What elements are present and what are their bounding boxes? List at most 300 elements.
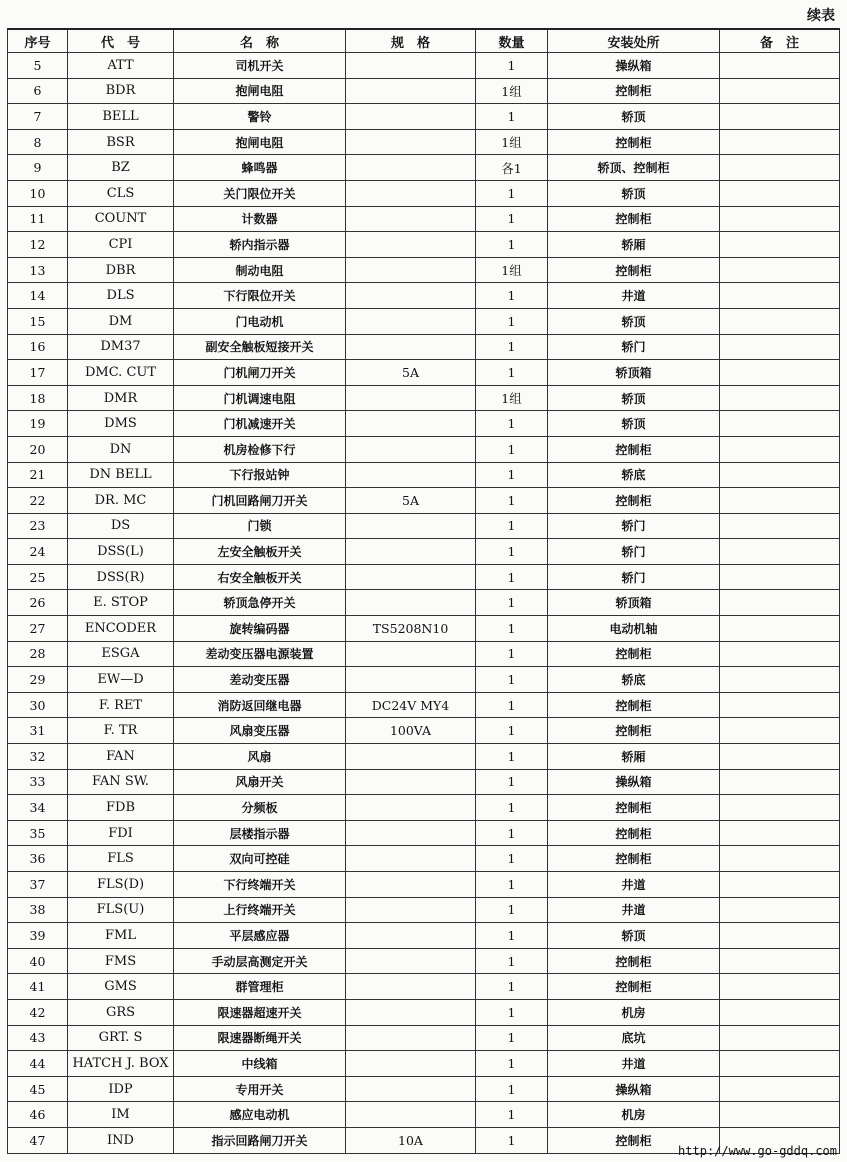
cell-quantity: 1 (476, 667, 548, 693)
cell-code: ESGA (68, 641, 174, 667)
table-row (8, 692, 840, 718)
table-row (8, 564, 840, 590)
cell-remarks (720, 513, 840, 539)
table-row (8, 334, 840, 360)
cell-remarks (720, 974, 840, 1000)
cell-spec (346, 539, 476, 565)
cell-quantity: 1 (476, 744, 548, 770)
cell-quantity: 1 (476, 539, 548, 565)
cell-remarks (720, 744, 840, 770)
cell-index: 41 (8, 974, 68, 1000)
cell-name: 右安全触板开关 (174, 564, 346, 590)
table-row (8, 232, 840, 258)
table-row (8, 283, 840, 309)
cell-remarks (720, 1051, 840, 1077)
table-row (8, 616, 840, 642)
cell-code: GMS (68, 974, 174, 1000)
cell-index: 36 (8, 846, 68, 872)
cell-name: 门机减速开关 (174, 411, 346, 437)
cell-quantity: 1 (476, 846, 548, 872)
cell-name: 警铃 (174, 104, 346, 130)
cell-location: 控制柜 (548, 718, 720, 744)
cell-index: 31 (8, 718, 68, 744)
table-row (8, 923, 840, 949)
cell-index: 5 (8, 53, 68, 79)
cell-name: 门机回路闸刀开关 (174, 488, 346, 514)
cell-code: IDP (68, 1076, 174, 1102)
cell-remarks (720, 1102, 840, 1128)
cell-location: 井道 (548, 1051, 720, 1077)
cell-spec (346, 564, 476, 590)
cell-spec (346, 667, 476, 693)
cell-index: 27 (8, 616, 68, 642)
cell-remarks (720, 846, 840, 872)
cell-index: 39 (8, 923, 68, 949)
cell-location: 轿顶 (548, 308, 720, 334)
continued-label: 续表 (807, 8, 835, 24)
table-row (8, 206, 840, 232)
cell-code: F. TR (68, 718, 174, 744)
cell-spec (346, 744, 476, 770)
cell-name: 专用开关 (174, 1076, 346, 1102)
table-row (8, 1051, 840, 1077)
cell-spec (346, 923, 476, 949)
cell-code: FMS (68, 948, 174, 974)
cell-quantity: 各1 (476, 155, 548, 181)
cell-code: CPI (68, 232, 174, 258)
cell-spec (346, 897, 476, 923)
cell-location: 底坑 (548, 1025, 720, 1051)
table-row (8, 462, 840, 488)
cell-location: 控制柜 (548, 129, 720, 155)
cell-name: 司机开关 (174, 53, 346, 79)
cell-name: 下行报站钟 (174, 462, 346, 488)
cell-location: 操纵箱 (548, 1076, 720, 1102)
cell-name: 关门限位开关 (174, 180, 346, 206)
cell-index: 22 (8, 488, 68, 514)
cell-code: DN (68, 436, 174, 462)
cell-spec (346, 180, 476, 206)
cell-code: DM (68, 308, 174, 334)
cell-name: 指示回路闸刀开关 (174, 1127, 346, 1153)
cell-name: 分频板 (174, 795, 346, 821)
cell-spec (346, 308, 476, 334)
cell-name: 风扇开关 (174, 769, 346, 795)
cell-index: 26 (8, 590, 68, 616)
cell-name: 轿内指示器 (174, 232, 346, 258)
cell-index: 11 (8, 206, 68, 232)
cell-location: 轿顶 (548, 411, 720, 437)
table-row (8, 257, 840, 283)
cell-name: 机房检修下行 (174, 436, 346, 462)
cell-name: 抱闸电阻 (174, 78, 346, 104)
cell-quantity: 1 (476, 795, 548, 821)
cell-index: 7 (8, 104, 68, 130)
cell-code: FDB (68, 795, 174, 821)
cell-remarks (720, 820, 840, 846)
cell-quantity: 1 (476, 923, 548, 949)
cell-index: 12 (8, 232, 68, 258)
header-spec: 规 格 (346, 29, 476, 53)
cell-spec: DC24V MY4 (346, 692, 476, 718)
cell-code: IND (68, 1127, 174, 1153)
cell-location: 轿顶箱 (548, 360, 720, 386)
cell-spec (346, 78, 476, 104)
cell-spec (346, 1076, 476, 1102)
cell-index: 44 (8, 1051, 68, 1077)
cell-code: GRS (68, 999, 174, 1025)
cell-index: 29 (8, 667, 68, 693)
cell-index: 18 (8, 385, 68, 411)
table-row (8, 513, 840, 539)
cell-remarks (720, 334, 840, 360)
cell-quantity: 1 (476, 1102, 548, 1128)
cell-remarks (720, 872, 840, 898)
cell-spec (346, 1102, 476, 1128)
cell-remarks (720, 769, 840, 795)
cell-spec: TS5208N10 (346, 616, 476, 642)
cell-code: GRT. S (68, 1025, 174, 1051)
cell-quantity: 1 (476, 616, 548, 642)
cell-remarks (720, 206, 840, 232)
cell-index: 37 (8, 872, 68, 898)
cell-remarks (720, 1025, 840, 1051)
cell-remarks (720, 155, 840, 181)
cell-remarks (720, 897, 840, 923)
cell-index: 43 (8, 1025, 68, 1051)
cell-index: 8 (8, 129, 68, 155)
cell-spec (346, 129, 476, 155)
cell-name: 双向可控硅 (174, 846, 346, 872)
cell-spec: 100VA (346, 718, 476, 744)
cell-remarks (720, 948, 840, 974)
cell-location: 轿顶、控制柜 (548, 155, 720, 181)
cell-code: BDR (68, 78, 174, 104)
cell-quantity: 1 (476, 769, 548, 795)
cell-name: 限速器断绳开关 (174, 1025, 346, 1051)
cell-code: IM (68, 1102, 174, 1128)
cell-location: 控制柜 (548, 641, 720, 667)
cell-spec (346, 999, 476, 1025)
table-row (8, 948, 840, 974)
cell-quantity: 1 (476, 999, 548, 1025)
cell-code: ENCODER (68, 616, 174, 642)
cell-quantity: 1 (476, 180, 548, 206)
cell-remarks (720, 564, 840, 590)
cell-index: 42 (8, 999, 68, 1025)
cell-location: 轿顶 (548, 180, 720, 206)
cell-spec (346, 462, 476, 488)
cell-remarks (720, 999, 840, 1025)
table-row (8, 667, 840, 693)
cell-location: 轿底 (548, 462, 720, 488)
cell-name: 手动层高测定开关 (174, 948, 346, 974)
cell-index: 25 (8, 564, 68, 590)
cell-location: 轿门 (548, 334, 720, 360)
cell-quantity: 1 (476, 641, 548, 667)
cell-location: 操纵箱 (548, 53, 720, 79)
cell-quantity: 1 (476, 206, 548, 232)
cell-location: 机房 (548, 1102, 720, 1128)
cell-location: 机房 (548, 999, 720, 1025)
cell-location: 控制柜 (548, 948, 720, 974)
cell-name: 门机闸刀开关 (174, 360, 346, 386)
cell-spec (346, 795, 476, 821)
cell-index: 34 (8, 795, 68, 821)
cell-location: 控制柜 (548, 206, 720, 232)
cell-remarks (720, 436, 840, 462)
cell-quantity: 1 (476, 104, 548, 130)
cell-remarks (720, 360, 840, 386)
cell-quantity: 1 (476, 1127, 548, 1153)
table-row (8, 1102, 840, 1128)
table-row (8, 78, 840, 104)
cell-name: 副安全触板短接开关 (174, 334, 346, 360)
cell-code: BZ (68, 155, 174, 181)
cell-code: DN BELL (68, 462, 174, 488)
cell-quantity: 1 (476, 283, 548, 309)
cell-quantity: 1 (476, 692, 548, 718)
cell-location: 轿顶 (548, 385, 720, 411)
cell-location: 井道 (548, 897, 720, 923)
cell-code: FAN (68, 744, 174, 770)
cell-name: 层楼指示器 (174, 820, 346, 846)
table-row (8, 718, 840, 744)
cell-code: DMR (68, 385, 174, 411)
cell-code: BELL (68, 104, 174, 130)
header-quantity: 数量 (476, 29, 548, 53)
cell-index: 47 (8, 1127, 68, 1153)
cell-quantity: 1 (476, 513, 548, 539)
cell-code: F. RET (68, 692, 174, 718)
cell-name: 蜂鸣器 (174, 155, 346, 181)
table-row (8, 872, 840, 898)
cell-index: 19 (8, 411, 68, 437)
cell-remarks (720, 129, 840, 155)
cell-code: CLS (68, 180, 174, 206)
cell-quantity: 1 (476, 436, 548, 462)
cell-remarks (720, 692, 840, 718)
cell-index: 15 (8, 308, 68, 334)
cell-quantity: 1 (476, 232, 548, 258)
cell-name: 差动变压器 (174, 667, 346, 693)
cell-remarks (720, 795, 840, 821)
cell-name: 抱闸电阻 (174, 129, 346, 155)
cell-remarks (720, 488, 840, 514)
cell-spec (346, 641, 476, 667)
cell-index: 23 (8, 513, 68, 539)
table-row (8, 155, 840, 181)
cell-remarks (720, 232, 840, 258)
cell-remarks (720, 641, 840, 667)
cell-quantity: 1组 (476, 257, 548, 283)
cell-name: 差动变压器电源装置 (174, 641, 346, 667)
cell-index: 14 (8, 283, 68, 309)
table-row (8, 590, 840, 616)
cell-location: 操纵箱 (548, 769, 720, 795)
cell-spec (346, 769, 476, 795)
table-row (8, 1076, 840, 1102)
cell-spec (346, 974, 476, 1000)
cell-spec (346, 257, 476, 283)
cell-index: 20 (8, 436, 68, 462)
cell-remarks (720, 53, 840, 79)
cell-spec (346, 590, 476, 616)
table-row (8, 488, 840, 514)
cell-quantity: 1组 (476, 385, 548, 411)
cell-quantity: 1 (476, 948, 548, 974)
table-row (8, 385, 840, 411)
cell-name: 门锁 (174, 513, 346, 539)
cell-index: 33 (8, 769, 68, 795)
cell-code: DLS (68, 283, 174, 309)
cell-quantity: 1 (476, 1025, 548, 1051)
cell-location: 控制柜 (548, 436, 720, 462)
cell-quantity: 1 (476, 360, 548, 386)
table-row (8, 897, 840, 923)
cell-spec (346, 1051, 476, 1077)
cell-quantity: 1 (476, 334, 548, 360)
header-index: 序号 (8, 29, 68, 53)
cell-spec (346, 155, 476, 181)
cell-quantity: 1 (476, 872, 548, 898)
header-location: 安装处所 (548, 29, 720, 53)
cell-quantity: 1 (476, 308, 548, 334)
cell-spec (346, 513, 476, 539)
cell-quantity: 1 (476, 897, 548, 923)
cell-remarks (720, 78, 840, 104)
cell-remarks (720, 718, 840, 744)
cell-name: 制动电阻 (174, 257, 346, 283)
cell-name: 门机调速电阻 (174, 385, 346, 411)
cell-name: 上行终端开关 (174, 897, 346, 923)
cell-code: DSS(R) (68, 564, 174, 590)
cell-spec (346, 436, 476, 462)
cell-remarks (720, 283, 840, 309)
cell-location: 电动机轴 (548, 616, 720, 642)
cell-code: COUNT (68, 206, 174, 232)
cell-spec: 5A (346, 488, 476, 514)
cell-location: 轿顶箱 (548, 590, 720, 616)
cell-index: 16 (8, 334, 68, 360)
cell-location: 井道 (548, 872, 720, 898)
parts-table (7, 28, 840, 1154)
cell-index: 6 (8, 78, 68, 104)
cell-location: 控制柜 (548, 795, 720, 821)
cell-code: EW—D (68, 667, 174, 693)
cell-code: ATT (68, 53, 174, 79)
cell-remarks (720, 590, 840, 616)
table-row (8, 769, 840, 795)
table-row (8, 846, 840, 872)
cell-code: DMC. CUT (68, 360, 174, 386)
cell-index: 46 (8, 1102, 68, 1128)
cell-spec (346, 283, 476, 309)
watermark-url: http://www.go-gddq.com (678, 1144, 837, 1158)
cell-name: 门电动机 (174, 308, 346, 334)
cell-index: 28 (8, 641, 68, 667)
cell-name: 限速器超速开关 (174, 999, 346, 1025)
table-row (8, 539, 840, 565)
cell-index: 10 (8, 180, 68, 206)
table-row (8, 53, 840, 79)
cell-index: 38 (8, 897, 68, 923)
cell-index: 13 (8, 257, 68, 283)
cell-spec (346, 411, 476, 437)
table-row (8, 308, 840, 334)
cell-location: 井道 (548, 283, 720, 309)
table-row (8, 180, 840, 206)
cell-code: DSS(L) (68, 539, 174, 565)
cell-code: FDI (68, 820, 174, 846)
cell-location: 轿门 (548, 513, 720, 539)
cell-remarks (720, 462, 840, 488)
cell-code: DR. MC (68, 488, 174, 514)
cell-index: 45 (8, 1076, 68, 1102)
cell-code: DMS (68, 411, 174, 437)
cell-code: HATCH J. BOX (68, 1051, 174, 1077)
table-row (8, 129, 840, 155)
cell-remarks (720, 308, 840, 334)
cell-quantity: 1组 (476, 129, 548, 155)
cell-remarks (720, 385, 840, 411)
cell-location: 轿门 (548, 564, 720, 590)
cell-code: E. STOP (68, 590, 174, 616)
cell-spec (346, 53, 476, 79)
cell-location: 轿底 (548, 667, 720, 693)
cell-location: 轿厢 (548, 744, 720, 770)
cell-name: 下行限位开关 (174, 283, 346, 309)
cell-remarks (720, 411, 840, 437)
cell-index: 40 (8, 948, 68, 974)
cell-name: 平层感应器 (174, 923, 346, 949)
cell-quantity: 1 (476, 411, 548, 437)
table-row (8, 436, 840, 462)
cell-remarks (720, 667, 840, 693)
cell-spec (346, 948, 476, 974)
table-row (8, 411, 840, 437)
cell-name: 消防返回继电器 (174, 692, 346, 718)
cell-spec (346, 846, 476, 872)
cell-index: 24 (8, 539, 68, 565)
cell-quantity: 1组 (476, 78, 548, 104)
cell-quantity: 1 (476, 974, 548, 1000)
cell-spec (346, 872, 476, 898)
header-remarks: 备 注 (720, 29, 840, 53)
cell-remarks (720, 180, 840, 206)
cell-spec (346, 206, 476, 232)
cell-code: FML (68, 923, 174, 949)
cell-name: 感应电动机 (174, 1102, 346, 1128)
cell-quantity: 1 (476, 1076, 548, 1102)
cell-name: 群管理柜 (174, 974, 346, 1000)
cell-location: 控制柜 (548, 846, 720, 872)
cell-code: BSR (68, 129, 174, 155)
cell-code: DM37 (68, 334, 174, 360)
cell-name: 风扇 (174, 744, 346, 770)
cell-remarks (720, 257, 840, 283)
cell-location: 控制柜 (548, 488, 720, 514)
cell-spec (346, 1025, 476, 1051)
table-row (8, 744, 840, 770)
cell-quantity: 1 (476, 820, 548, 846)
cell-spec (346, 385, 476, 411)
cell-quantity: 1 (476, 462, 548, 488)
table-row (8, 795, 840, 821)
cell-name: 计数器 (174, 206, 346, 232)
cell-location: 控制柜 (548, 692, 720, 718)
cell-location: 轿厢 (548, 232, 720, 258)
